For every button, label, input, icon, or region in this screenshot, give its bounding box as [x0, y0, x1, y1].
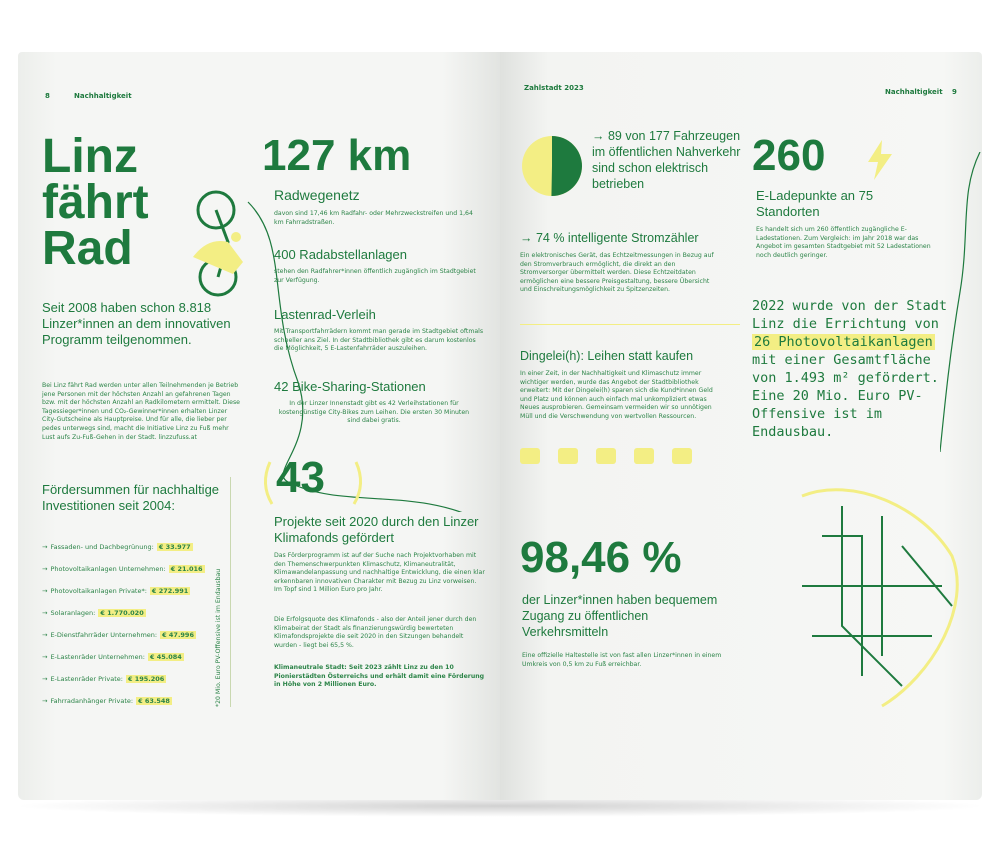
funding-label: Photovoltaikanlagen Unternehmen: — [50, 565, 166, 573]
arrow-icon: → — [42, 587, 48, 595]
funding-item — [42, 668, 242, 690]
transit-label: der Linzer*innen haben bequemem Zugang zu öffentlichen Verkehrsmitteln — [522, 593, 718, 639]
funding-label: Fahrradanhänger Private: — [50, 697, 134, 705]
parking-title: 400 Radabstellanlagen — [274, 247, 407, 262]
funding-label: E-Lastenräder Private: — [50, 675, 123, 683]
cargo-text: Mit Transportfahrrädern kommt man gerade im Stadtgebiet oftmals schneller ans Ziel. In der Stadtbibliothek gibt es darum kostenlos die Möglichkeit, 5 E-Lastenfahrräder auszuleihen. — [274, 328, 484, 353]
funding-value: € 195.206 — [127, 675, 165, 683]
kitchen-appliance-icon — [634, 448, 654, 464]
page-number-right: 9 — [952, 88, 957, 96]
vehicles-text: → 89 von 177 Fahrzeugen im öffentlichen Nahverkehr sind schon elektrisch betrieben — [592, 129, 741, 191]
decorative-curve-right — [940, 152, 982, 452]
arrow-icon: → — [42, 675, 48, 683]
funding-item — [42, 580, 242, 602]
pv-text-2: mit einer Gesamtfläche von 1.493 m² gefördert. Eine 20 Mio. Euro PV-Offensive ist im Endausbau. — [752, 352, 939, 440]
charging-number: 260 — [752, 131, 826, 180]
funding-value: € 63.548 — [138, 697, 170, 705]
title-line-1: Linz — [42, 130, 138, 183]
funding-label: E-Lastenräder Unternehmen: — [50, 653, 145, 661]
projects-text-1: Das Förderprogramm ist auf der Suche nach Projektvorhaben mit den Themenschwerpunkten Klimaschutz, Klimaneutralität, Klimawandelanpassung und nachhaltige Entwicklung, die einen klar erkennbaren innovativen Charakter mit Bezug zu Linz vorweisen. Im Topf sind 1 Million Euro pro Jahr. — [274, 552, 485, 594]
funding-value: € 272.991 — [151, 587, 189, 595]
funding-list — [42, 536, 242, 712]
lending-text: In einer Zeit, in der Nachhaltigkeit und Klimaschutz immer wichtiger werden, wurde das Angebot der Stadtbibliothek erweitert: Mit der Dingelei(h) sparen sich die Kund*innen Geld und Platz und können auch einfach mal unkompliziert etwas Neues ausprobieren. Gemeinsam vermeiden wir so unnötigen Müll und die Verschwendung von wertvollen Ressourcen. — [520, 370, 713, 420]
funding-item — [42, 646, 242, 668]
right-page — [500, 52, 982, 800]
funding-title: Fördersummen für nachhaltige Investitionen seit 2004: — [42, 482, 220, 513]
sharing-text: In der Linzer Innenstadt gibt es 42 Verleihstationen für kostengünstige City-Bikes zum Leihen. Die ersten 30 Minuten sind dabei gratis. — [278, 400, 470, 425]
pv-highlight: 26 Photovoltaikanlagen — [754, 334, 933, 350]
funding-item — [42, 624, 242, 646]
drill-icon — [520, 448, 540, 464]
charging-label: E-Ladepunkte an 75 Standorten — [756, 188, 874, 219]
laptop-icon — [596, 448, 616, 464]
sewing-machine-icon — [558, 448, 578, 464]
lending-title: Dingelei(h): Leihen statt kaufen — [520, 349, 694, 363]
transit-network-map — [782, 476, 972, 716]
funding-label: Fassaden- und Dachbegrünung: — [50, 543, 154, 551]
funding-value: € 21.016 — [170, 565, 203, 573]
projects-text-3: Klimaneutrale Stadt: Seit 2023 zählt Linz zu den 10 Pionierstädten Österreichs und erhält damit eine Förderung in Höhe von 2 Millionen Euro. — [274, 664, 485, 689]
pv-paragraph — [752, 297, 952, 441]
section-label-right-a: Zahlstadt 2023 — [524, 84, 584, 92]
funding-item — [42, 558, 242, 580]
meters-text: Ein elektronisches Gerät, das Echtzeitmessungen in Bezug auf den Stromverbrauch ermöglicht, die direkt an den Stromversorger übermittelt werden. Diese Echtzeitdaten ermöglichen eine bessere Preisgestaltung, bessere Übersicht und Einschreitungsmöglichkeit zu Spitzenzeiten. — [520, 252, 714, 294]
funding-item — [42, 690, 242, 712]
title-line-2: fährt — [42, 176, 149, 229]
sharing-title: 42 Bike-Sharing-Stationen — [274, 379, 426, 394]
transit-number: 98,46 % — [520, 533, 682, 582]
funding-item — [42, 536, 242, 558]
lending-icons — [520, 448, 692, 464]
funding-value: € 1.770.020 — [100, 609, 144, 617]
charging-text: Es handelt sich um 260 öffentlich zugängliche E-Ladestationen. Zum Vergleich: im Jahr 2018 war das Angebot im gesamten Stadtgebiet mit 52 Ladestationen noch deutlich geringer. — [756, 226, 931, 259]
footnote: *20 Mio. Euro PV-Offensive ist im Endausbau — [215, 568, 222, 707]
transit-text: Eine offizielle Haltestelle ist von fast allen Linzer*innen in einem Umkreis von 0,5 km zu Fuß erreichbar. — [522, 652, 722, 668]
funding-label: E-Dienstfahrräder Unternehmen: — [50, 631, 158, 639]
electric-vehicles-pie-chart — [520, 134, 584, 198]
page-number-left: 8 — [45, 92, 50, 100]
funding-label: Solaranlagen: — [50, 609, 96, 617]
page-title — [42, 130, 149, 275]
lightning-icon — [866, 140, 894, 180]
funding-value: € 47.996 — [162, 631, 194, 639]
program-text: Bei Linz fährt Rad werden unter allen Teilnehmenden je Betrieb jene Personen mit der höchsten Anzahl an gefahrenen Tagen bzw. mit der höchsten Anzahl an Radkilometern ermittelt. Diese Tagessieger*innen und CO₂-Gewinner*innen erhalten Linzer City-Gutscheine als Hauptpreise. Und für alle, die lieber per pedes unterwegs sind, macht die Initiative Linz zu Fuß mehr Lust aufs Zu-Fuß-Gehen in der Stadt. linzzufuss.at — [42, 382, 240, 441]
arrow-icon: → — [42, 543, 48, 551]
parking-text: stehen den Radfahrer*innen öffentlich zugänglich im Stadtgebiet zur Verfügung. — [274, 268, 476, 284]
projects-number: 43 — [276, 453, 325, 502]
arrow-icon: → — [42, 631, 48, 639]
cargo-title: Lastenrad-Verleih — [274, 307, 376, 322]
arrow-icon: → — [42, 565, 48, 573]
funding-value: € 33.977 — [158, 543, 191, 551]
bike-network-number: 127 km — [262, 131, 412, 180]
divider — [520, 324, 740, 325]
stroller-icon — [672, 448, 692, 464]
meters-title: → 74 % intelligente Stromzähler — [520, 231, 699, 245]
funding-value: € 45.084 — [149, 653, 182, 661]
pv-text-1: 2022 wurde von der Stadt Linz die Errichtung von — [752, 298, 948, 332]
magazine-spread — [18, 52, 982, 800]
funding-label: Photovoltaikanlagen Private*: — [50, 587, 147, 595]
projects-text-2: Die Erfolgsquote des Klimafonds - also der Anteil jener durch den Klimabeirat der Stadt als finanzierungswürdig bewerteten Klimafondsprojekte die seit 2020 in den Sitzungen behandelt wurden - liegt bei 65,5 %. — [274, 616, 477, 649]
intro-text: Seit 2008 haben schon 8.818 Linzer*innen an dem innovativen Programm teilgenommen. — [42, 300, 231, 347]
bike-network-label: Radwegenetz — [274, 187, 360, 203]
pie-electric-slice — [551, 136, 582, 196]
funding-item — [42, 602, 242, 624]
bike-network-text: davon sind 17,46 km Radfahr- oder Mehrzweckstreifen und 1,64 km Fahrradstraßen. — [274, 210, 473, 226]
projects-title: Projekte seit 2020 durch den Linzer Klimafonds gefördert — [274, 514, 479, 545]
arrow-icon: → — [42, 653, 48, 661]
left-page — [18, 52, 500, 800]
arrow-icon: → — [42, 697, 48, 705]
section-label-right: Nachhaltigkeit — [885, 88, 943, 96]
title-line-3: Rad — [42, 222, 133, 275]
section-label-left: Nachhaltigkeit — [74, 92, 132, 100]
arrow-icon: → — [42, 609, 48, 617]
